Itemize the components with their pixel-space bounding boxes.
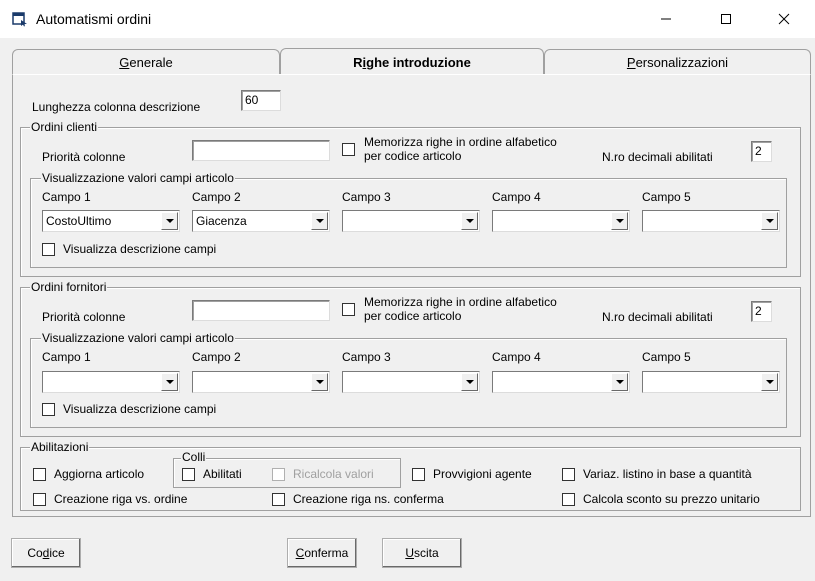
- clienti-campo-1-select[interactable]: [42, 210, 180, 232]
- fornitori-sort-label-2: per codice articolo: [364, 309, 462, 323]
- clienti-campo-4-label: Campo 4: [492, 190, 541, 204]
- button-label-key: d: [42, 546, 50, 560]
- calcola-sconto-checkbox[interactable]: [562, 493, 575, 506]
- clienti-decimals-label: N.ro decimali abilitati: [602, 150, 713, 164]
- window-title: Automatismi ordini: [36, 11, 152, 27]
- provvigioni-agente-checkbox[interactable]: [412, 468, 425, 481]
- fornitori-campo-5-label: Campo 5: [642, 350, 691, 364]
- minimize-icon: [660, 13, 672, 25]
- chevron-down-icon[interactable]: [611, 373, 628, 391]
- button-label-post: onferma: [304, 546, 349, 560]
- clienti-campo-5-select[interactable]: [642, 210, 780, 232]
- tab-label-post: ersonalizzazioni: [635, 55, 729, 70]
- tab-label-key: P: [626, 55, 636, 70]
- fornitori-sort-label-1: Memorizza righe in ordine alfabetico: [364, 295, 557, 309]
- creazione-riga-vs-ordine-checkbox[interactable]: [33, 493, 46, 506]
- chevron-down-icon[interactable]: [311, 212, 328, 230]
- fornitori-campo-5-select[interactable]: [642, 371, 780, 393]
- clienti-show-desc-label: Visualizza descrizione campi: [63, 242, 217, 256]
- uscita-button[interactable]: [382, 538, 462, 568]
- tab-label-key: G: [119, 55, 130, 70]
- ordini-clienti-legend: Ordini clienti: [31, 120, 98, 134]
- fornitori-campo-4-select[interactable]: [492, 371, 630, 393]
- aggiorna-articolo-checkbox[interactable]: [33, 468, 46, 481]
- close-icon: [778, 13, 790, 25]
- fornitori-decimals-label: N.ro decimali abilitati: [602, 310, 713, 324]
- select-value: CostoUltimo: [46, 214, 112, 228]
- fornitori-campo-2-select[interactable]: [192, 371, 330, 393]
- colli-abilitati-checkbox[interactable]: [182, 468, 195, 481]
- colli-legend: Colli: [182, 450, 206, 464]
- ricalcola-valori-label: Ricalcola valori: [293, 467, 374, 481]
- desc-length-input[interactable]: 60: [241, 90, 281, 111]
- chevron-down-icon[interactable]: [161, 373, 178, 391]
- desc-length-label: Lunghezza colonna descrizione: [32, 100, 201, 114]
- clienti-campo-3-select[interactable]: [342, 210, 480, 232]
- chevron-down-icon[interactable]: [761, 212, 778, 230]
- codice-button[interactable]: [11, 538, 81, 568]
- tab-personalizzazioni[interactable]: [544, 49, 811, 75]
- ordini-fornitori-legend: Ordini fornitori: [31, 280, 107, 294]
- fornitori-decimals-input[interactable]: 2: [751, 301, 772, 322]
- provvigioni-agente-label: Provvigioni agente: [433, 467, 532, 481]
- fornitori-priority-label: Priorità colonne: [42, 310, 126, 324]
- tab-label-key: i: [362, 55, 367, 70]
- clienti-campo-5-label: Campo 5: [642, 190, 691, 204]
- chevron-down-icon[interactable]: [761, 373, 778, 391]
- clienti-campo-3-label: Campo 3: [342, 190, 391, 204]
- creazione-riga-vs-ordine-label: Creazione riga vs. ordine: [54, 492, 188, 506]
- button-label-key: U: [405, 546, 414, 560]
- chevron-down-icon[interactable]: [311, 373, 328, 391]
- abilitazioni-legend: Abilitazioni: [31, 440, 89, 454]
- fornitori-campo-4-label: Campo 4: [492, 350, 541, 364]
- clienti-campo-1-label: Campo 1: [42, 190, 91, 204]
- title-bar: [0, 0, 815, 38]
- clienti-priority-label: Priorità colonne: [42, 150, 126, 164]
- maximize-button[interactable]: [703, 0, 749, 38]
- clienti-decimals-input[interactable]: 2: [751, 141, 772, 162]
- fornitori-show-desc-label: Visualizza descrizione campi: [63, 402, 217, 416]
- chevron-down-icon[interactable]: [461, 373, 478, 391]
- clienti-fields-legend: Visualizzazione valori campi articolo: [42, 171, 234, 185]
- clienti-campo-2-label: Campo 2: [192, 190, 241, 204]
- calcola-sconto-label: Calcola sconto su prezzo unitario: [583, 492, 760, 506]
- tab-label-post: enerale: [129, 55, 173, 70]
- minimize-button[interactable]: [643, 0, 689, 38]
- clienti-show-desc-checkbox[interactable]: [42, 243, 55, 256]
- clienti-sort-checkbox[interactable]: [342, 143, 355, 156]
- fornitori-campo-1-label: Campo 1: [42, 350, 91, 364]
- fornitori-show-desc-checkbox[interactable]: [42, 403, 55, 416]
- aggiorna-articolo-label: Aggiorna articolo: [54, 467, 145, 481]
- clienti-campo-2-select[interactable]: [192, 210, 330, 232]
- close-button[interactable]: [761, 0, 807, 38]
- app-icon: [12, 11, 28, 27]
- variaz-listino-label: Variaz. listino in base a quantità: [583, 467, 752, 481]
- tab-label-post: ghe introduzione: [366, 55, 471, 70]
- tab-generale[interactable]: [12, 49, 280, 75]
- variaz-listino-checkbox[interactable]: [562, 468, 575, 481]
- fornitori-campo-3-label: Campo 3: [342, 350, 391, 364]
- fornitori-campo-2-label: Campo 2: [192, 350, 241, 364]
- fornitori-campo-3-select[interactable]: [342, 371, 480, 393]
- ricalcola-valori-checkbox[interactable]: [272, 468, 285, 481]
- clienti-campo-4-select[interactable]: [492, 210, 630, 232]
- maximize-icon: [720, 13, 732, 25]
- chevron-down-icon[interactable]: [161, 212, 178, 230]
- button-label-key: C: [295, 546, 305, 560]
- button-label-post: ice: [49, 546, 65, 560]
- fornitori-sort-checkbox[interactable]: [342, 303, 355, 316]
- creazione-riga-ns-conferma-label: Creazione riga ns. conferma: [293, 492, 444, 506]
- button-label-pre: Co: [27, 546, 43, 560]
- clienti-priority-input[interactable]: [192, 140, 330, 161]
- button-label-post: scita: [413, 546, 439, 560]
- tab-righe-introduzione[interactable]: [280, 48, 544, 76]
- select-value: Giacenza: [196, 214, 247, 228]
- chevron-down-icon[interactable]: [611, 212, 628, 230]
- clienti-sort-label-1: Memorizza righe in ordine alfabetico: [364, 135, 557, 149]
- fornitori-priority-input[interactable]: [192, 300, 330, 321]
- fornitori-fields-legend: Visualizzazione valori campi articolo: [42, 331, 234, 345]
- colli-abilitati-label: Abilitati: [203, 467, 242, 481]
- creazione-riga-ns-conferma-checkbox[interactable]: [272, 493, 285, 506]
- tab-label-pre: R: [353, 55, 363, 70]
- fornitori-campo-1-select[interactable]: [42, 371, 180, 393]
- chevron-down-icon[interactable]: [461, 212, 478, 230]
- conferma-button[interactable]: [287, 538, 357, 568]
- clienti-sort-label-2: per codice articolo: [364, 149, 462, 163]
